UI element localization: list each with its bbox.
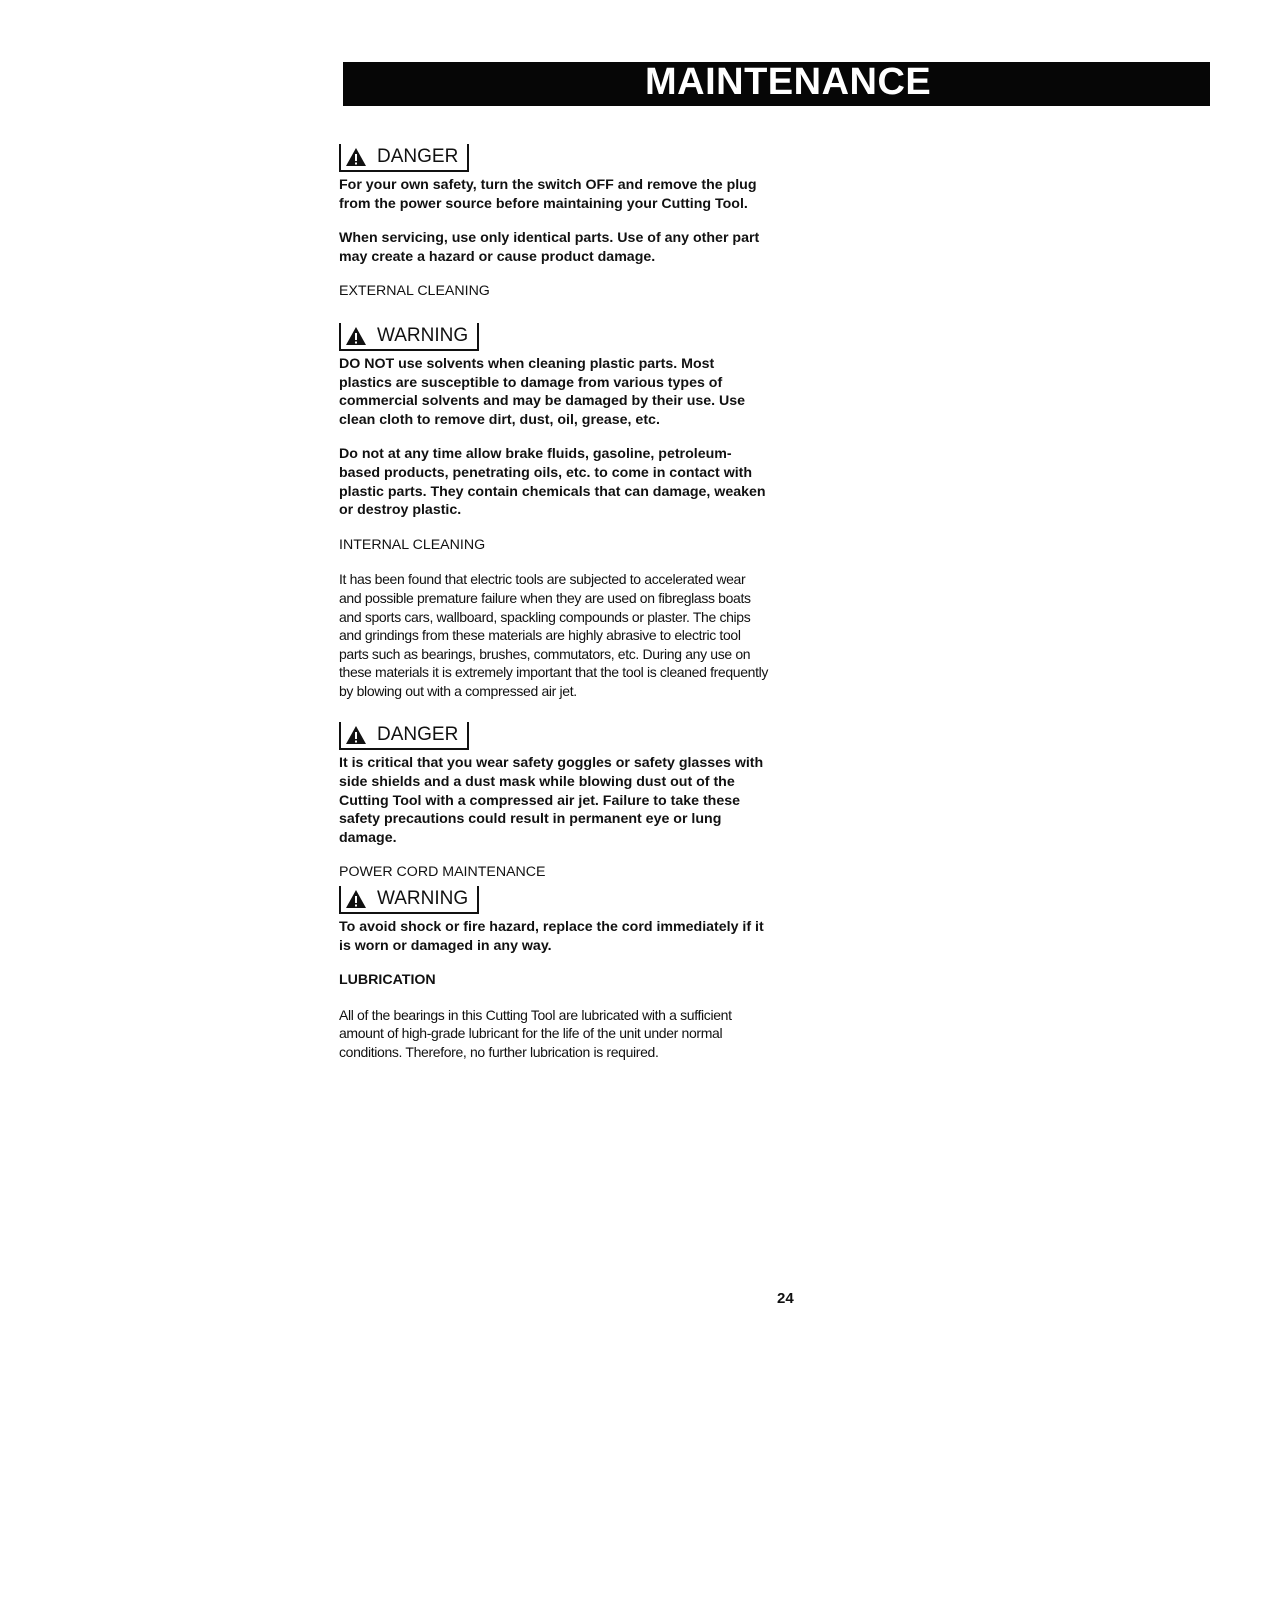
maintenance-content [339, 144, 769, 1078]
warning-text: To avoid shock or fire hazard, replace the cord immediately if it is worn or damaged in any way. [339, 919, 764, 954]
lubrication-text: All of the bearings in this Cutting Tool are lubricated with a sufficient amount of high-grade lubricant for the life of the unit under normal conditions. Therefore, no further lubrication is required. [339, 1006, 732, 1060]
danger-text: For your own safety, turn the switch OFF and remove the plug from the power source before maintaining your Cutting Tool. [339, 177, 757, 212]
page-number: 24 [777, 1290, 794, 1307]
warning-triangle-icon [345, 725, 367, 745]
warning-triangle-icon [345, 326, 367, 346]
brake-fluids-text: Do not at any time allow brake fluids, gasoline, petroleum-based products, penetrating oils, etc. to come in contact with plastic parts. They contain chemicals that can damage, weaken or destroy plastic. [339, 446, 766, 519]
external-cleaning-heading: EXTERNAL CLEANING [339, 283, 490, 300]
danger-label [339, 144, 469, 172]
internal-cleaning-text: It has been found that electric tools are subjected to accelerated wear and possible premature failure when they are used on fibreglass boats and sports cars, wallboard, spackling compounds or plaster. The chips and grindings from these materials are highly abrasive to electric tool parts such as bearings, brushes, commutators, etc. During any use on these materials it is extremely important that the tool is cleaned frequently by blowing out with a compressed air jet. [339, 571, 769, 699]
warning-triangle-icon [345, 889, 367, 909]
danger-label [339, 722, 469, 750]
danger-text: It is critical that you wear safety goggles or safety glasses with side shields and a dust mask while blowing dust out of the Cutting Tool with a compressed air jet. Failure to take these safety precautions could result in permanent eye or lung damage. [339, 755, 764, 846]
internal-cleaning-heading: INTERNAL CLEANING [339, 536, 486, 553]
warning-label [339, 323, 479, 351]
warning-label [339, 886, 479, 914]
danger-label-text: DANGER [377, 145, 459, 167]
page-title: MAINTENANCE [645, 61, 932, 103]
warning-label-text: WARNING [377, 324, 469, 346]
warning-text: DO NOT use solvents when cleaning plastic parts. Most plastics are susceptible to damage from various types of commercial solvents and may be damaged by their use. Use clean cloth to remove dirt, dust, oil, grease, etc. [339, 355, 746, 428]
warning-label-text: WARNING [377, 887, 469, 909]
servicing-text: When servicing, use only identical parts. Use of any other part may create a hazard or cause product damage. [339, 230, 760, 265]
warning-triangle-icon [345, 147, 367, 167]
lubrication-heading: LUBRICATION [339, 972, 436, 989]
danger-label-text: DANGER [377, 724, 459, 746]
power-cord-heading: POWER CORD MAINTENANCE [339, 864, 546, 881]
